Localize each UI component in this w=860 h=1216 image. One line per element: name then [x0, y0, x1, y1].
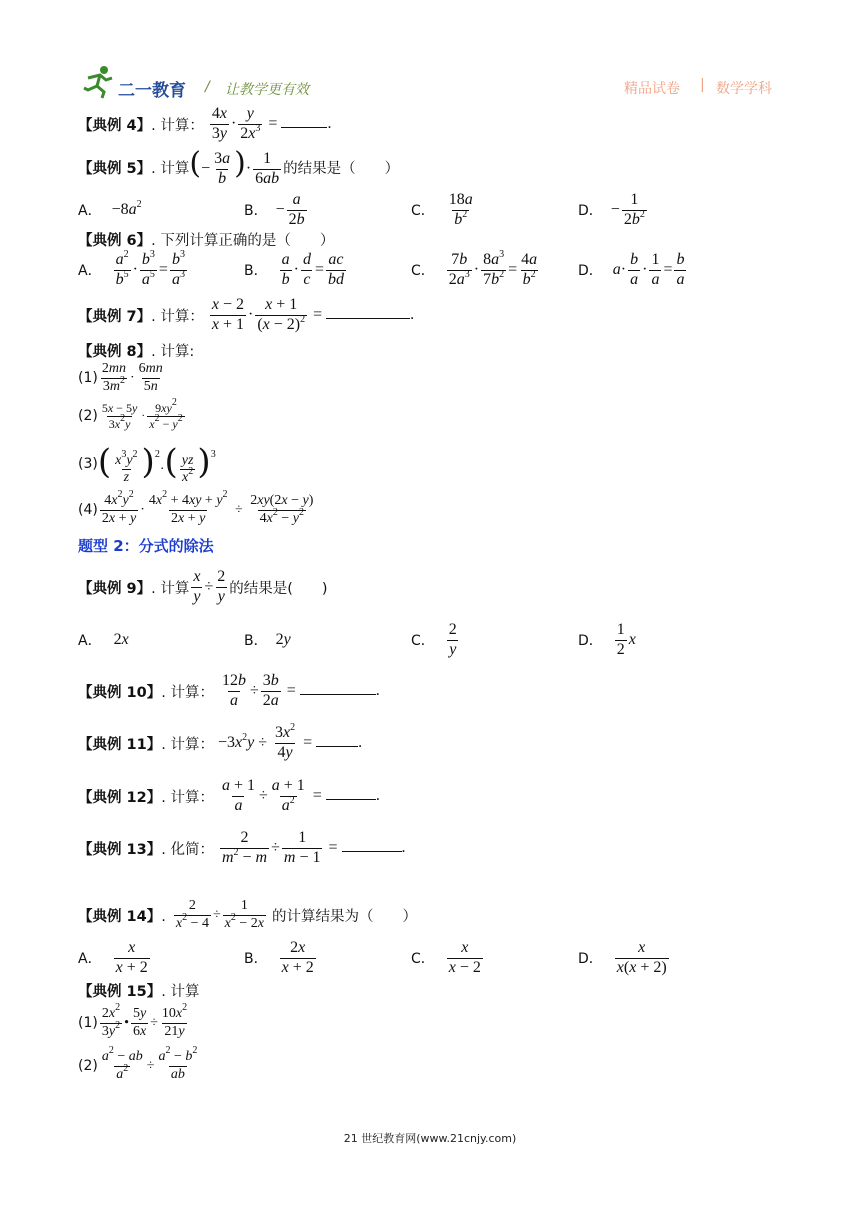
- option-d[interactable]: D． − $\frac{1}{2b^2}$: [578, 190, 645, 228]
- example-10-text: . 计算：: [161, 684, 214, 701]
- subject-label: 数学学科: [716, 81, 772, 97]
- section-title: 题型 2：分式的除法: [78, 537, 214, 555]
- example-7: [78, 294, 414, 336]
- math-expression: $\frac{2}{x^2 - 4}$ ÷ $\frac{1}{x^2 - 2x}$: [175, 897, 264, 931]
- answer-blank[interactable]: [342, 837, 402, 852]
- header-label: 精品试卷: [624, 81, 680, 97]
- example-14-options: [78, 938, 778, 978]
- example-8: [78, 340, 194, 360]
- option-b[interactable]: B． $\frac{a}{b}$ · $\frac{d}{c}$ = $\frac{ac}{bd}$: [244, 250, 344, 288]
- option-a[interactable]: A． $\frac{x}{x + 2}$: [78, 938, 148, 976]
- example-11-text: . 计算：: [161, 736, 214, 753]
- example-13-text: . 化简：: [161, 841, 214, 858]
- header: [0, 0, 860, 100]
- example-9-label: 【典例 9】: [78, 580, 152, 597]
- example-8-item-1: (1) $\frac{2mn}{3m^2}$ · $\frac{6mn}{5n}$: [78, 360, 163, 394]
- example-7-text: . 计算：: [151, 308, 204, 325]
- example-15-item-1: (1) $\frac{2x^2}{3y^2}$ • $\frac{5y}{6x}$ ÷ $\frac{10x^2}{21y}$: [78, 1001, 188, 1039]
- footer: 21 世纪教育网(www.21cnjy.com): [343, 1132, 517, 1145]
- example-5-options: [78, 190, 778, 230]
- option-b[interactable]: B． 2y: [244, 631, 291, 649]
- math-expression: (− $\frac{3a}{b}$ )· $\frac{1}{6ab}$: [189, 146, 280, 188]
- example-14-label: 【典例 14】: [78, 908, 162, 925]
- math-expression: $-3x^2y$ ÷ $\frac{3x^2}{4y}$ = .: [217, 721, 363, 761]
- example-6-options: [78, 250, 778, 290]
- math-expression: $\frac{4x}{3y}$ · $\frac{y}{2x^3}$ = .: [211, 104, 332, 142]
- example-8-text: . 计算:: [151, 343, 195, 360]
- header-divider: |: [700, 77, 705, 93]
- example-10: [78, 670, 380, 712]
- brand-name: 二一教育: [118, 81, 186, 101]
- example-11: [78, 722, 362, 764]
- answer-blank[interactable]: [316, 732, 358, 747]
- example-15-item-2: (2) $\frac{a^2 - ab}{a^2}$ ÷ $\frac{a^2 - b^2}{ab}$: [78, 1044, 198, 1082]
- example-5: [78, 147, 399, 187]
- math-expression: $\frac{2}{m^2 - m}$ ÷ $\frac{1}{m - 1}$ = .: [221, 828, 406, 866]
- example-8-item-3: (3) ( $\frac{x^3y^2}{z}$ )$^2$·( $\frac{yz}{x^2}$ )$^3$: [78, 442, 216, 486]
- example-6-label: 【典例 6】: [78, 232, 152, 249]
- example-9: [78, 566, 328, 608]
- slash-divider: /: [205, 79, 210, 95]
- example-7-label: 【典例 7】: [78, 308, 152, 325]
- option-c[interactable]: C． $\frac{x}{x - 2}$: [411, 938, 481, 976]
- example-10-label: 【典例 10】: [78, 684, 162, 701]
- example-14-after: 的计算结果为（ ）: [272, 908, 417, 925]
- example-15-label: 【典例 15】: [78, 983, 162, 1000]
- example-15-text: . 计算: [161, 983, 200, 1000]
- math-expression: $\frac{12b}{a}$ ÷ $\frac{3b}{2a}$ = .: [221, 671, 380, 709]
- example-4-label: 【典例 4】: [78, 117, 152, 134]
- example-15: [78, 980, 199, 1000]
- example-4: [78, 106, 331, 142]
- example-9-text: . 计算: [151, 580, 190, 597]
- option-d[interactable]: D． a· $\frac{b}{a}$ · $\frac{1}{a}$ = $\frac{b}{a}$: [578, 250, 685, 288]
- example-12: [78, 775, 380, 817]
- slogan: 让教学更有效: [225, 82, 309, 98]
- math-expression: $\frac{a + 1}{a}$ ÷ $\frac{a + 1}{a^2}$ = .: [221, 776, 380, 814]
- example-5-label: 【典例 5】: [78, 160, 152, 177]
- math-expression: $\frac{x}{y}$ ÷ $\frac{2}{y}$: [193, 567, 226, 605]
- example-14: [78, 894, 417, 936]
- example-9-after: 的结果是( ): [229, 580, 328, 597]
- option-c[interactable]: C． $\frac{7b}{2a^3}$ · $\frac{8a^3}{7b^2}$ = $\frac{4a}{b^2}$: [411, 248, 538, 288]
- answer-blank[interactable]: [326, 304, 410, 319]
- example-9-options: [78, 620, 778, 660]
- example-6-text: . 下列计算正确的是（ ）: [151, 232, 335, 249]
- runner-logo-icon: [80, 64, 116, 100]
- example-4-text: . 计算：: [151, 117, 204, 134]
- example-13-label: 【典例 13】: [78, 841, 162, 858]
- example-12-label: 【典例 12】: [78, 789, 162, 806]
- example-5-after: 的结果是（ ）: [283, 160, 400, 177]
- option-d[interactable]: D． $\frac{1}{2}$ x: [578, 620, 636, 658]
- option-d[interactable]: D． $\frac{x}{x(x + 2)}$: [578, 938, 667, 976]
- option-c[interactable]: C． $\frac{2}{y}$: [411, 620, 457, 658]
- example-14-text: .: [161, 908, 166, 925]
- option-a[interactable]: A． 2x: [78, 631, 129, 649]
- example-11-label: 【典例 11】: [78, 736, 162, 753]
- answer-blank[interactable]: [326, 785, 376, 800]
- option-b[interactable]: B． $\frac{2x}{x + 2}$: [244, 938, 314, 976]
- option-a[interactable]: A． $\frac{a^2}{b^5}$ · $\frac{b^3}{a^5}$ = $\frac{b^3}{a^3}$: [78, 248, 185, 288]
- option-a[interactable]: A． $-8a^2$: [78, 199, 142, 219]
- example-13: [78, 827, 406, 869]
- example-12-text: . 计算：: [161, 789, 214, 806]
- answer-blank[interactable]: [281, 113, 327, 128]
- example-8-item-2: (2) $\frac{5x - 5y}{3x^2y}$ · $\frac{9xy^2}{x^2 - y^2}$: [78, 396, 183, 431]
- example-6: [78, 229, 334, 249]
- example-8-item-4: (4) $\frac{4x^2y^2}{2x + y}$ · $\frac{4x^2 + 4xy + y^2}{2x + y}$ ÷ $\frac{2xy(2x - y)}{4x^2 - y^2}$: [78, 488, 314, 526]
- math-expression: $\frac{x - 2}{x + 1}$ · $\frac{x + 1}{(x - 2)^2}$ = .: [211, 295, 415, 333]
- example-8-label: 【典例 8】: [78, 343, 152, 360]
- answer-blank[interactable]: [300, 680, 376, 695]
- option-b[interactable]: B． − $\frac{a}{2b}$: [244, 190, 305, 228]
- example-5-text: . 计算: [151, 160, 190, 177]
- option-c[interactable]: C． $\frac{18a}{b^2}$: [411, 190, 473, 228]
